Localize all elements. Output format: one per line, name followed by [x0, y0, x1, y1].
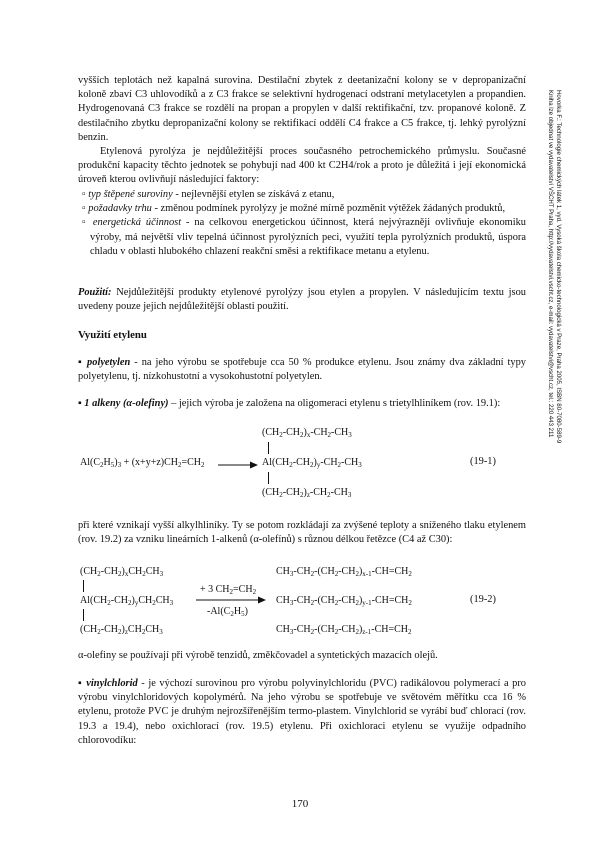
section-heading: Využití etylenu: [78, 329, 147, 341]
eq1-top-chain: $(CH_2-CH_2)_x-CH_2-CH_3$: [262, 427, 352, 439]
factor-text: - změnou podmínek pyrolýzy je možné mírně pozměnit výtěžek žádaných produktů,: [151, 203, 506, 215]
eq2-left-top: $(CH_2-CH_2)_xCH_2CH_3$: [80, 566, 164, 578]
polyethylene-term: polyetylen: [87, 357, 131, 368]
eq1-middle-chain: $Al(CH_2-CH_2)_y-CH_2-CH_3$: [262, 457, 362, 469]
eq2-left-mid: $Al(CH_2-CH_2)_yCH_2CH_3$: [80, 595, 174, 607]
eq2-number: (19-2): [470, 594, 496, 605]
uses-text: Nejdůležitější produkty etylenové pyrolýzy jsou etylen a propylen. V následujícím textu jsou uvedeny pouze jejich nejdůležitější oblasti použití.: [78, 287, 526, 313]
factor-item: ▫ požadavky trhu - změnou podmínek pyrolýzy je možné mírně pozměnit výtěžek žádaných produktů,: [82, 203, 506, 215]
eq1-reactants: $Al(C_2H_5)_3 + (x+y+z)CH_2=CH_2$: [80, 457, 205, 469]
eq2-bond-lower: [83, 609, 84, 621]
factor-item: ▫ energetická účinnost - na celkovou energetickou účinnost, která nejvýrazněji ovlivňuje ekonomiku výroby, má největší vliv tepelná účinnost pyrolýzních peci, využití tepla pyrolýzních produktů, úspora chladu v oblasti hlubokého chlazení reakční směsi a rektifikace metanu a etylenu.: [82, 217, 527, 257]
eq2-right-bot: $CH_3-CH_2-(CH_2-CH_2)_{z-1}-CH=CH_2$: [276, 624, 412, 636]
eq2-right-top: $CH_3-CH_2-(CH_2-CH_2)_{x-1}-CH=CH_2$: [276, 566, 412, 578]
vinyl-chloride-term: vinylchlorid: [86, 678, 138, 689]
factor-term: typ štěpené suroviny: [88, 189, 173, 200]
eq2-left-bot: $(CH_2-CH_2)_zCH_2CH_3$: [80, 624, 163, 636]
eq2-below-arrow: $-Al(C_2H_5)$: [207, 606, 248, 618]
paragraph-alkylaluminium: při které vznikají vyšší alkylhliníky. Ty se potom rozkládají za zvýšené teploty a sníženého tlaku etylenem (rov. 19.2) za vzniku lineárních 1-alkenů (α-olefínů) s různou délkou řetězce (C4 až C30):: [78, 520, 526, 546]
eq1-number: (19-1): [470, 456, 496, 467]
page-number: 170: [291, 798, 309, 810]
factor-item: ▫ typ štěpené suroviny - nejlevnější etylen se získává z etanu,: [82, 189, 335, 200]
uses-label: Použití:: [78, 287, 112, 298]
factors-list: [78, 188, 526, 259]
paragraph-olefins-use: α-olefiny se používají při výrobě tenzidů, změkčovadel a syntetických mazacích olejů.: [78, 650, 438, 661]
eq1-bottom-chain: $(CH_2-CH_2)_z-CH_2-CH_3$: [262, 487, 352, 499]
alkenes-term: 1 alkeny (α-olefiny): [84, 398, 169, 409]
eq1-reaction-arrow: [218, 460, 258, 470]
eq2-above-arrow: + 3 $CH_2=CH_2$: [200, 584, 257, 596]
alkenes-text: – jejich výroba je založena na oligomeraci etylenu s trietylhliníkem (rov. 19.1):: [168, 398, 501, 409]
paragraph-alkenes: ▪ 1 alkeny (α-olefiny) – jejich výroba je založena na oligomeraci etylenu s trietylhliníkem (rov. 19.1):: [78, 398, 501, 409]
paragraph-polyethylene: ▪ polyetylen - na jeho výrobu se spotřebuje cca 50 % produkce etylenu. Jsou známy dva základní typy polyetylenu, tj. nízkohustotní a vysokohustotní polyetylen.: [78, 357, 527, 383]
eq2-bond-upper: [83, 580, 84, 592]
polyethylene-text: - na jeho výrobu se spotřebuje cca 50 % produkce etylenu. Jsou známy dva základní typy polyetylenu, tj. nízkohustotní a vysokohustotní polyetylen.: [78, 357, 527, 383]
copyright-side-note: [546, 90, 562, 670]
eq1-bond-upper: [268, 442, 269, 454]
paragraph-vinyl-chloride: ▪ vinylchlorid - je výchozí surovinou pro výrobu polyvinylchloridu (PVC) radikálovou polymerací a pro výrobu vinylchloridových kopolymérů. Na jeho výrobu se spotřebuje ve světovém měřítku cca 16 % etylenu, protože PVC je druhým nejrozšířenějším termo-plastem. Vinylchlorid se vyrábí buď chlorací (rov. 19.3 a 19.4), nebo oxichlorací (rov. 19.5) etylenu. Při oxichloraci etylenu se využije odpadního chlorovodíku:: [78, 678, 527, 746]
paragraph-ethylene-pyrolysis: Etylenová pyrolýza je nejdůležitější proces současného petrochemického průmyslu. Současné produkční kapacity těchto jednotek se pohybují nad 400 kt C2H4/rok a proto je důležitá i její ekonomická úroveň kterou ovlivňují následující faktory:: [78, 146, 526, 186]
eq2-reaction-arrow: [196, 595, 266, 605]
factor-text: - nejlevnější etylen se získává z etanu,: [172, 189, 335, 200]
eq1-bond-lower: [268, 472, 269, 484]
side-note-line-2: Kniha lze objednat ve vydavatelství VŠCHT Praha, http://vydavatelstvi.vscht.cz, e-mail: vydavatelstvi@vscht.cz, tel.: 220 443 211: [546, 90, 554, 438]
factor-term: požadavky trhu: [88, 203, 152, 215]
side-note-line-1: Hovorka F.: Technologie chemických látek 1, vyd. Vysoká škola chemicko-technologická v Praze, Praha 2005, ISBN 80-7080-589-9: [555, 90, 562, 444]
factor-term: energetická účinnost: [92, 217, 182, 229]
paragraph-uses: [78, 286, 526, 314]
paragraph-distillation: vyšších teplotách než kapalná surovina. Destilační zbytek z deetanizační kolony se v depropanizační koloně zbaví C3 uhlovodíků a z C3 frakce se selektivní hydrogenací odstraní metylacetylen a propandien. Hydrogenovaná C3 frakce se rozdělí na propan a propylen v další rektifikační, tzv. propanové koloně. Z destilačního zbytku depropanizační kolony se rektifikací oddělí C4 frakce a C5 frakce, tj. lehký pyrolýzní benzin.: [78, 75, 526, 143]
factor-text: - na celkovou energetickou účinnost, která nejvýrazněji ovlivňuje ekonomiku výroby, má největší vliv tepelná účinnost pyrolýzních peci, využití tepla pyrolýzních produktů, úspora chladu v oblasti hlubokého chlazení reakční směsi a rektifikace metanu a etylenu.: [90, 217, 527, 257]
eq2-right-mid: $CH_3-CH_2-(CH_2-CH_2)_{y-1}-CH=CH_2$: [276, 595, 412, 607]
vinyl-chloride-text: - je výchozí surovinou pro výrobu polyvinylchloridu (PVC) radikálovou polymerací a pro výrobu vinylchloridových kopolymérů. Na jeho výrobu se spotřebuje ve světovém měřítku cca 16 % etylenu, protože PVC je druhým nejrozšířenějším termo-plastem. Vinylchlorid se vyrábí buď chlorací (rov. 19.3 a 19.4), nebo oxichlorací (rov. 19.5) etylenu. Při oxichloraci etylenu se využije odpadního chlorovodíku:: [78, 678, 527, 746]
